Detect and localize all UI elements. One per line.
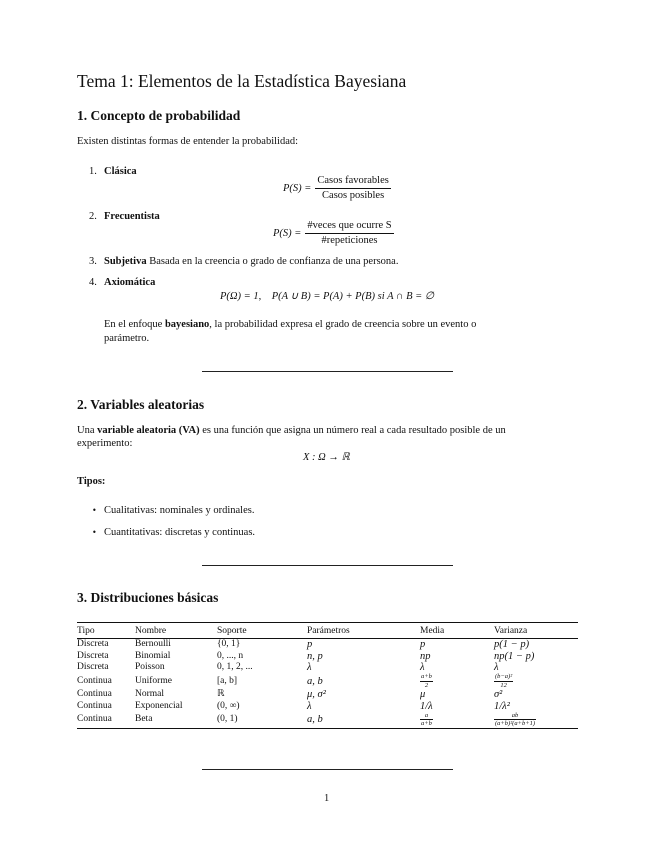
formula-lhs: P(S) = [283, 183, 312, 195]
section-divider [202, 565, 453, 566]
table-row [77, 673, 578, 689]
table-row [77, 701, 578, 712]
formula-clasica [283, 175, 391, 202]
list-item-label-axiomatica: Axiomática [104, 277, 156, 288]
cell-parametros: λ [307, 661, 312, 673]
section-heading-variables: 2. Variables aleatorias [77, 397, 205, 412]
formula-lhs: P(S) = [273, 228, 302, 240]
list-item: Cualitativas: nominales y ordinales. [104, 505, 255, 516]
formula-frecuentista [273, 220, 394, 247]
va-definition-line1 [77, 425, 506, 436]
cell-parametros: μ, σ² [307, 689, 326, 701]
formula-axiomatica: P(Ω) = 1, P(A ∪ B) = P(A) + P(B) si A ∩ B = ∅ [220, 291, 435, 302]
column-header: Nombre [135, 626, 167, 636]
cell-media [420, 673, 494, 689]
cell-tipo: Discreta [77, 639, 109, 650]
cell-media [420, 712, 494, 728]
list-item: Cuantitativas: discretas y continuas. [104, 527, 256, 538]
cell-nombre: Poisson [135, 661, 165, 672]
cell-varianza: σ² [494, 689, 503, 701]
cell-tipo: Continua [77, 714, 112, 725]
cell-media: p [420, 639, 426, 651]
cell-nombre: Binomial [135, 650, 171, 661]
cell-soporte: ℝ [217, 689, 225, 700]
cell-soporte: 0, ..., n [217, 650, 244, 661]
list-item-label-clasica: Clásica [104, 166, 137, 177]
cell-nombre: Exponencial [135, 700, 183, 711]
cell-varianza: λ [494, 661, 499, 673]
cell-parametros: p [307, 639, 313, 651]
cell-soporte: {0, 1} [217, 639, 241, 650]
cell-varianza [494, 712, 578, 728]
cell-tipo: Continua [77, 675, 112, 686]
fraction-numerator: ab [494, 712, 536, 720]
list-item-label-frecuentista: Frecuentista [104, 211, 160, 222]
cell-nombre: Bernoulli [135, 639, 171, 650]
list-item-number: 1. [89, 166, 97, 177]
list-item-number: 2. [89, 211, 97, 222]
fraction-denominator: 12 [500, 681, 507, 689]
cell-parametros: a, b [307, 675, 323, 687]
tipos-label: Tipos: [77, 476, 106, 487]
fraction-numerator: #veces que ocurre S [305, 220, 393, 234]
cell-parametros: n, p [307, 650, 323, 662]
column-header: Varianza [494, 626, 528, 636]
cell-nombre: Normal [135, 689, 165, 700]
list-item-number: 4. [89, 277, 97, 288]
cell-media: λ [420, 661, 425, 673]
bayes-paragraph-line1 [104, 319, 553, 330]
cell-parametros: a, b [307, 714, 323, 726]
page-number: 1 [324, 793, 330, 804]
fraction-denominator: #repeticiones [321, 235, 378, 247]
cell-varianza: 1/λ² [494, 700, 510, 712]
formula-va: X : Ω → ℝ [303, 452, 350, 463]
list-item-number: 3. [89, 256, 97, 267]
cell-media: np [420, 650, 431, 662]
list-item-label-subjetiva: Subjetiva [104, 256, 147, 267]
fraction-numerator: Casos favorables [315, 175, 390, 189]
fraction [305, 220, 393, 247]
cell-varianza: np(1 − p) [494, 650, 535, 662]
page-title: Tema 1: Elementos de la Estadística Bayesiana [77, 71, 407, 91]
fraction-numerator: a+b [421, 673, 432, 681]
fraction-denominator: 2 [424, 681, 429, 689]
column-header: Parámetros [307, 626, 350, 636]
fraction-numerator: (b−a)² [495, 673, 513, 681]
cell-nombre: Beta [135, 714, 153, 725]
va-definition-line2: experimento: [77, 438, 133, 449]
table-header-row [77, 623, 578, 639]
cell-soporte: 0, 1, 2, ... [217, 661, 253, 672]
cell-media: 1/λ [420, 700, 433, 712]
column-header: Media [420, 626, 445, 636]
table-row [77, 639, 578, 651]
fraction-denominator: (a+b)²(a+b+1) [495, 720, 536, 728]
fraction [315, 175, 390, 202]
text-run: En el enfoque [104, 319, 165, 330]
cell-tipo: Discreta [77, 661, 109, 672]
cell-varianza: p(1 − p) [494, 639, 530, 651]
bayes-paragraph-line2: parámetro. [104, 333, 150, 344]
fraction-denominator: Casos posibles [322, 190, 385, 202]
text-run: es una función que asigna un número real a cada resultado posible de un [199, 425, 506, 436]
cell-tipo: Continua [77, 689, 112, 700]
table-row [77, 689, 578, 700]
section-divider [202, 371, 453, 372]
table-row [77, 650, 578, 661]
column-header: Soporte [217, 626, 247, 636]
fraction-numerator: a [420, 712, 433, 720]
cell-tipo: Continua [77, 700, 112, 711]
distributions-table [77, 622, 578, 729]
table-row [77, 662, 578, 673]
fraction-denominator: a+b [421, 720, 432, 728]
bullet-icon: • [92, 506, 97, 515]
cell-soporte: [a, b] [217, 675, 238, 686]
section-heading-probabilidad: 1. Concepto de probabilidad [77, 108, 241, 123]
bullet-icon: • [92, 528, 97, 537]
section-intro: Existen distintas formas de entender la probabilidad: [77, 136, 299, 147]
cell-media: μ [420, 689, 426, 701]
cell-tipo: Discreta [77, 650, 109, 661]
bold-term: bayesiano [164, 319, 210, 330]
cell-soporte: (0, 1) [217, 714, 238, 725]
cell-nombre: Uniforme [135, 675, 172, 686]
text-run: , la probabilidad expresa el grado de creencia sobre un evento o [209, 319, 477, 330]
section-heading-distribuciones: 3. Distribuciones básicas [77, 590, 219, 605]
section-divider [202, 769, 453, 770]
bold-term: variable aleatoria (VA) [97, 425, 200, 436]
table-row [77, 712, 578, 728]
cell-varianza [494, 673, 578, 689]
cell-parametros: λ [307, 700, 312, 712]
list-item-subjetiva [104, 256, 398, 267]
cell-soporte: (0, ∞) [217, 700, 240, 711]
column-header: Tipo [77, 626, 95, 636]
list-item-text: Basada en la creencia o grado de confianza de una persona. [149, 256, 399, 267]
text-run: Una [77, 425, 98, 436]
